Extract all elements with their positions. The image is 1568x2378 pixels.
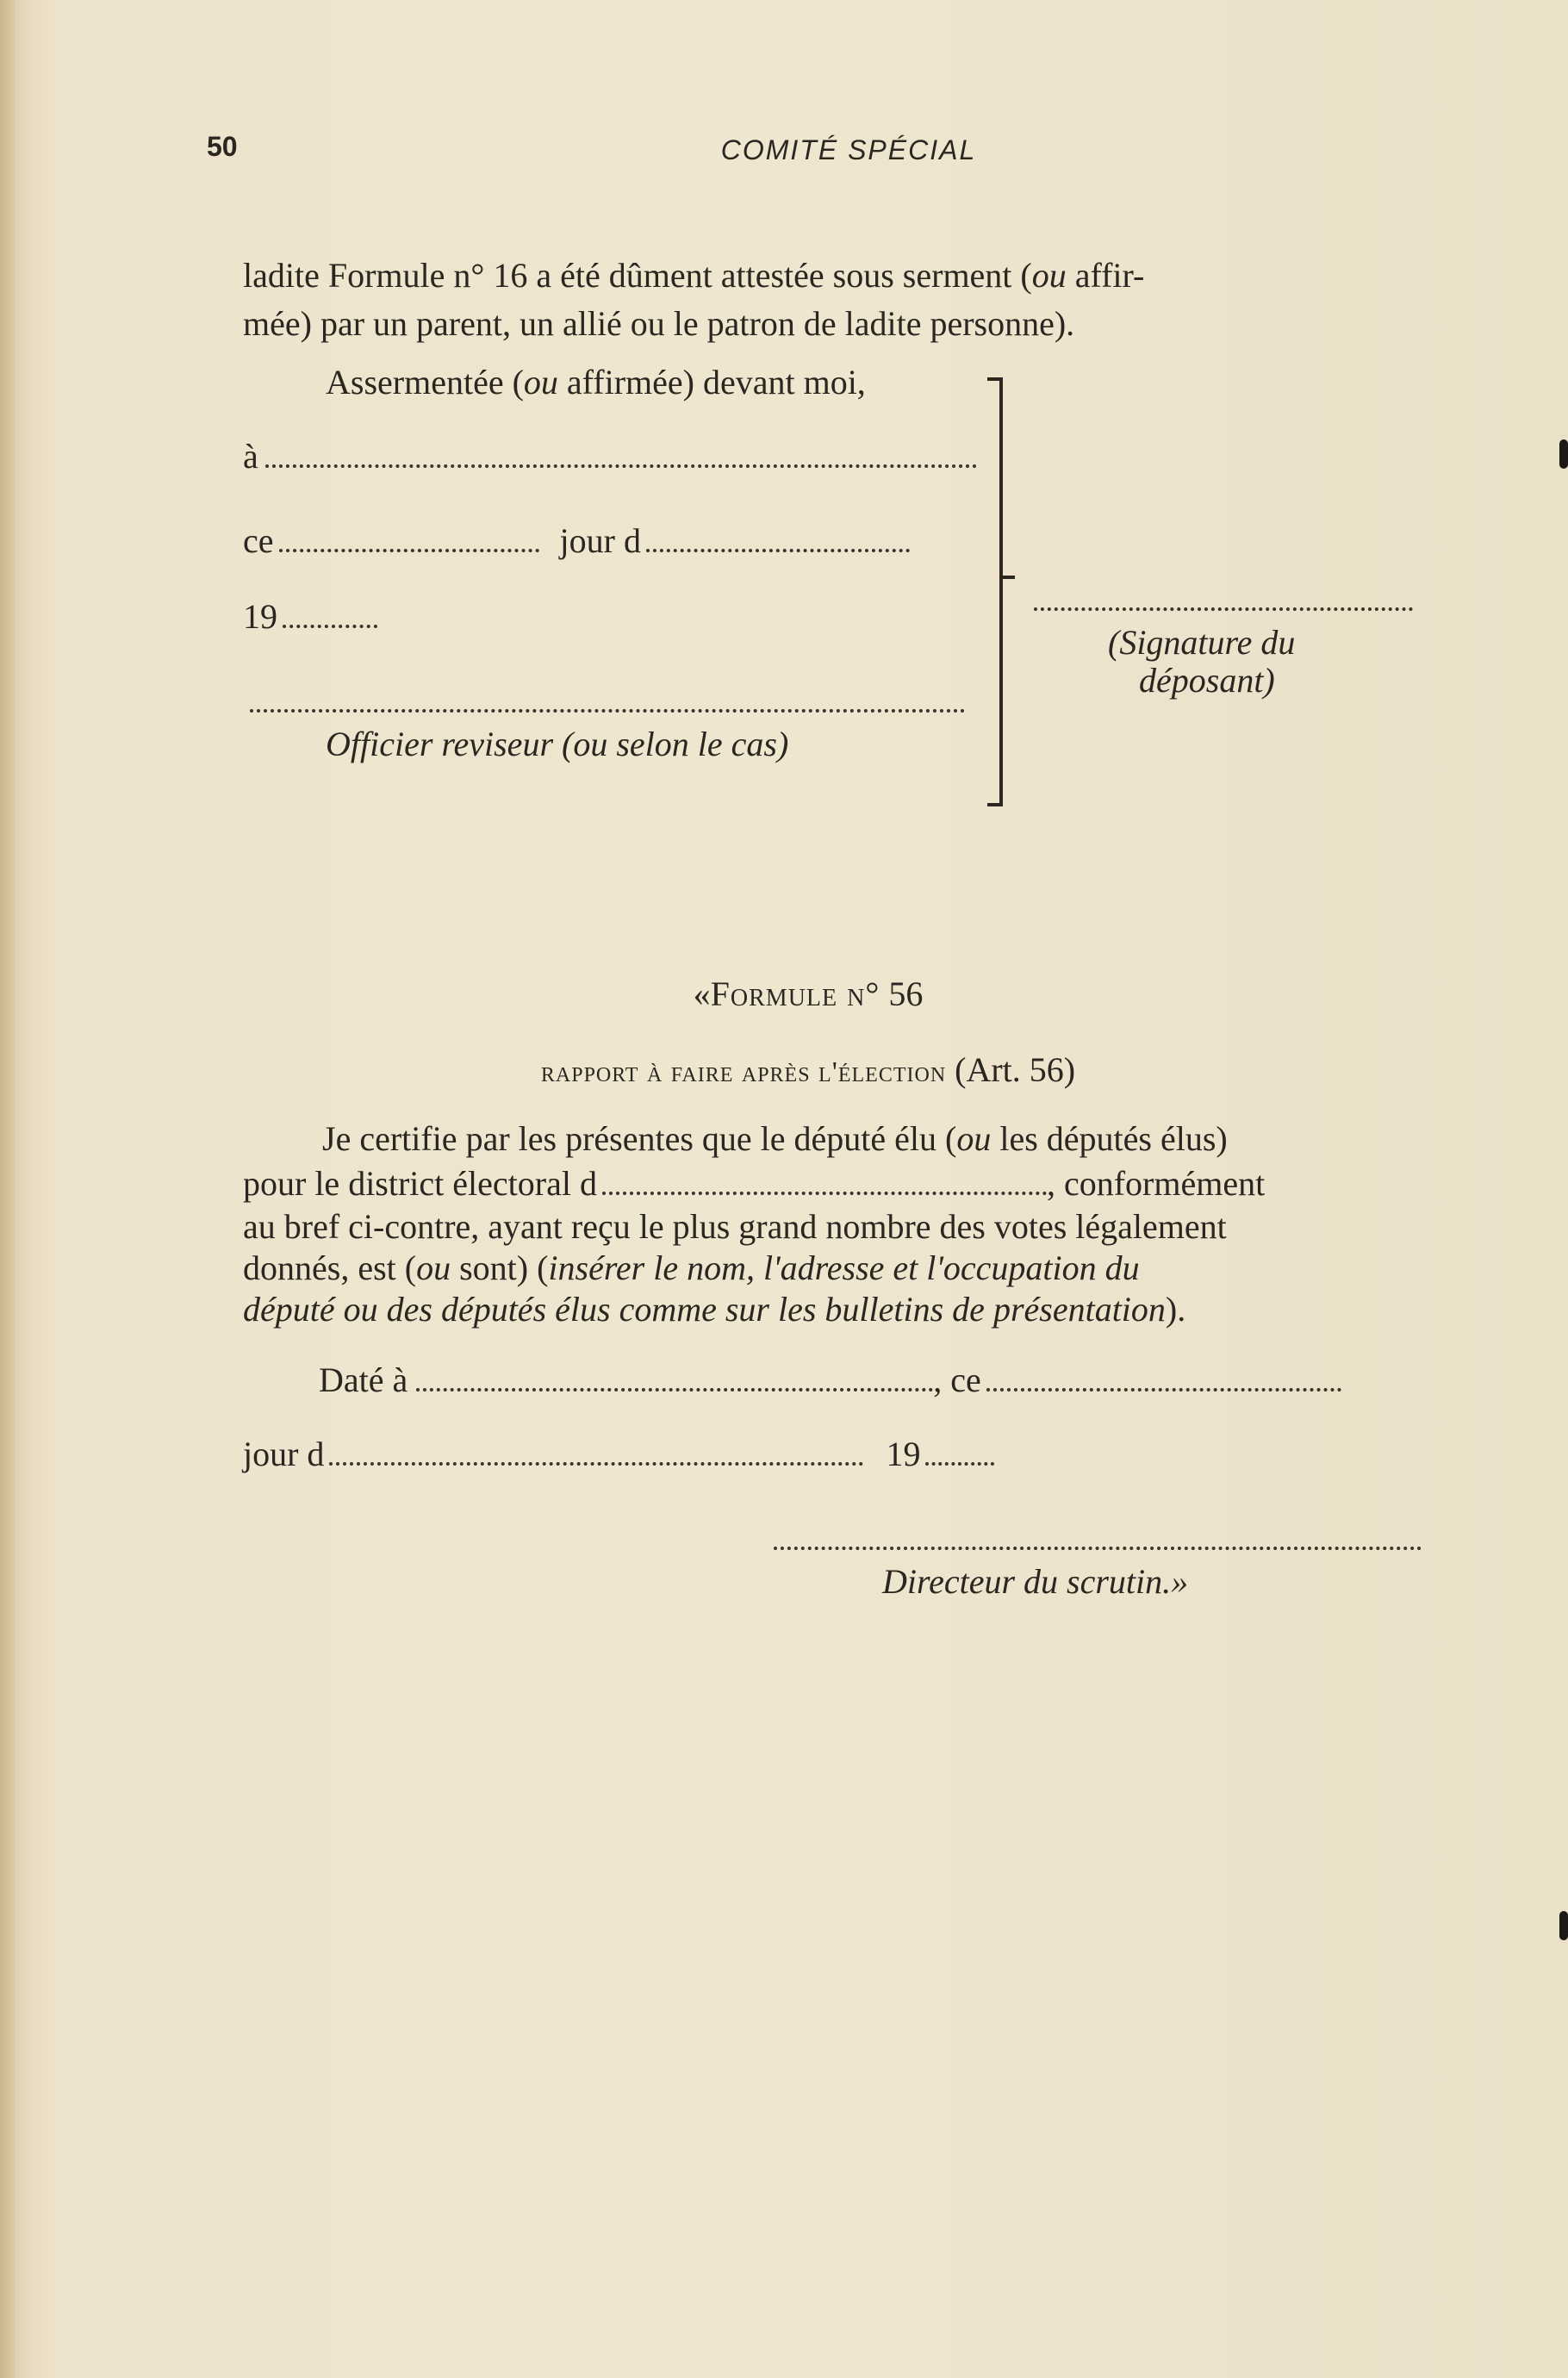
form-paragraph-line-4 [243,1248,1140,1289]
at-line [243,436,977,477]
dated-dotted-field [416,1379,933,1391]
day-of-dotted-field [646,540,910,552]
jour-line [243,1434,994,1475]
director-label: Directeur du scrutin.» [882,1562,1189,1601]
form-paragraph-line-5 [243,1289,1185,1330]
p1-text: Je certifie par les présentes que le député élu ( [322,1119,957,1158]
intro-text-end: affir- [1066,256,1145,295]
form-title-open: « [693,974,711,1013]
page-spine [0,0,16,2378]
p2-text: pour le district électoral d [243,1164,597,1203]
at-label: à [243,437,258,476]
form-paragraph-line-1 [322,1118,1228,1160]
p4-text: donnés, est ( [243,1248,417,1287]
dated-line [319,1360,1341,1401]
intro-text: ladite Formule n° 16 a été dûment attestée sous serment ( [243,256,1032,295]
dated-label: Daté à [319,1360,408,1399]
form-subtitle [0,1049,1568,1093]
signature-label-2: déposant) [1139,661,1275,700]
p1-text-end: les députés élus) [991,1119,1228,1158]
running-head: COMITÉ SPÉCIAL [720,134,977,165]
district-dotted-field [602,1183,1047,1195]
form-title-no: n° [837,974,880,1013]
form-subtitle-text: rapport à faire après l'élection [540,1056,947,1088]
p5-italic: député ou des députés élus comme sur les bulletins de présentation [243,1290,1166,1329]
ce-dotted-field [986,1379,1341,1391]
jour-label: jour d [243,1435,325,1473]
page-number: 50 [207,131,238,162]
officer-label: Officier reviseur (ou selon le cas) [326,725,789,763]
day-of-label: jour d [559,521,641,560]
brace-bottom [987,803,1003,806]
day-dotted-field [279,540,539,552]
sworn-line [326,362,866,403]
intro-ou: ou [1031,256,1067,295]
binding-mark-top [1559,439,1568,469]
intro-line-1 [243,255,1144,296]
p4-ou: ou [416,1248,451,1287]
brace [999,379,1003,806]
sworn-ou: ou [523,363,558,402]
signature-label-1: (Signature du [1108,623,1296,662]
brace-tip [1003,576,1015,579]
officer-signature-line [250,681,965,722]
binding-mark-bottom [1559,1911,1568,1940]
p5-end: ). [1165,1290,1186,1329]
year-line [243,596,377,638]
p1-ou: ou [956,1119,992,1158]
director-signature-line [774,1518,1422,1559]
p4-text-mid: sont) ( [451,1248,549,1287]
form-title-number: 56 [880,974,924,1013]
form-title-word: Formule [710,974,838,1013]
day-label: ce [243,521,274,560]
day-line [243,520,910,562]
jour-dotted-field [329,1454,863,1466]
form-title [0,974,1568,1015]
p2-text-end: , conformément [1046,1164,1266,1203]
signature-dotted-field [1034,599,1413,611]
form-year-dotted-field [925,1454,994,1466]
form-paragraph-line-2 [243,1163,1265,1205]
form-subtitle-art: (Art. 56) [946,1050,1076,1089]
year-label: 19 [243,597,277,636]
comma-ce: , ce [933,1360,981,1399]
officer-dotted-field [250,700,965,713]
sworn-text: Assermentée ( [326,363,524,402]
p4-italic: insérer le nom, l'adresse et l'occupation du [548,1248,1140,1287]
year-dotted-field [283,616,377,628]
at-dotted-field [265,456,977,468]
form-paragraph-line-3: au bref ci-contre, ayant reçu le plus grand nombre des votes légalement [243,1207,1227,1246]
intro-line-2: mée) par un parent, un allié ou le patron de ladite personne). [243,304,1075,343]
form-year-label: 19 [886,1435,921,1473]
signature-line [1034,579,1413,620]
director-dotted-field [774,1538,1422,1550]
sworn-text-end: affirmée) devant moi, [557,363,866,402]
